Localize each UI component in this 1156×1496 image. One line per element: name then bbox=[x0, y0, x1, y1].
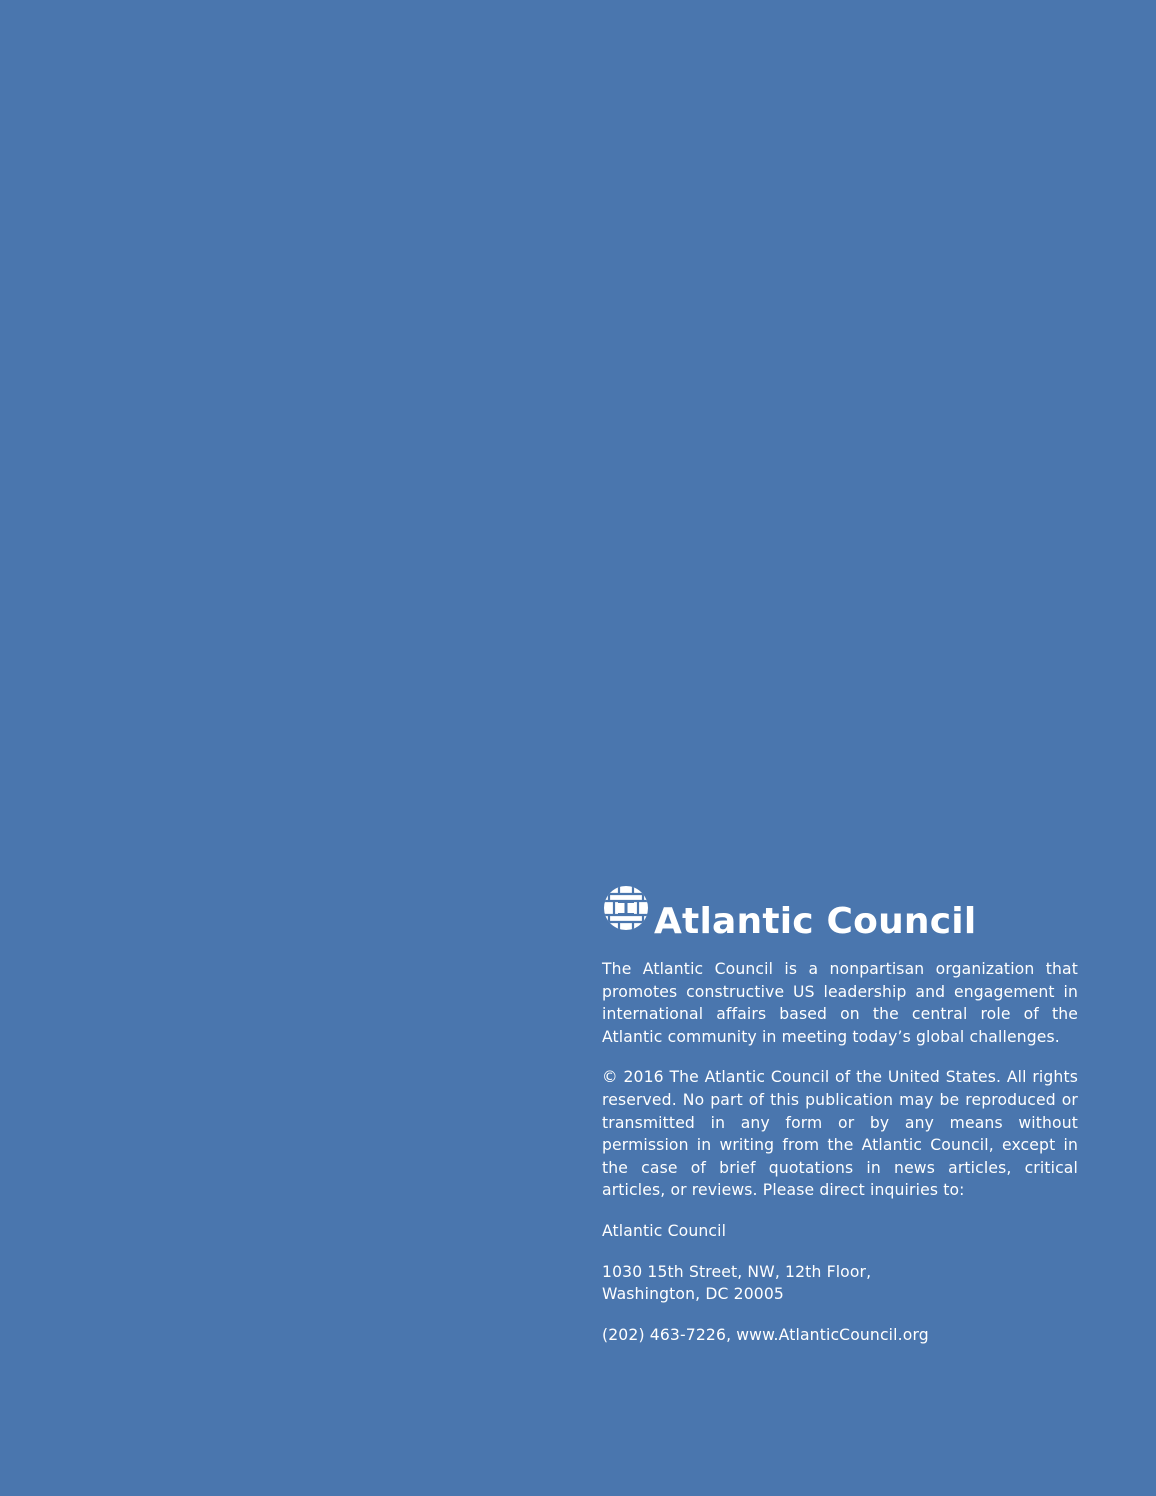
contact-phone-website: (202) 463-7226, www.AtlanticCouncil.org bbox=[602, 1325, 929, 1344]
copyright-notice: © 2016 The Atlantic Council of the United States. All rights reserved. No part of this publication may be reproduced or transmitted in any form or by any means without permission in writing from the Atlantic Council, except in the case of brief quotations in news articles, critical articles, or reviews. Please direct inquiries to: bbox=[602, 1068, 1078, 1200]
organization-info bbox=[602, 882, 1078, 1346]
address-line-1: 1030 15th Street, NW, 12th Floor, bbox=[602, 1262, 872, 1281]
mission-statement: The Atlantic Council is a nonpartisan organization that promotes constructive US leadership and engagement in international affairs based on the central role of the Atlantic community in meeting today’s global challenges. bbox=[602, 960, 1078, 1046]
address-line-2: Washington, DC 20005 bbox=[602, 1285, 785, 1304]
atlantic-council-logo bbox=[602, 882, 1078, 946]
contact-name: Atlantic Council bbox=[602, 1221, 727, 1240]
globe-icon bbox=[602, 884, 650, 932]
logo-wordmark: Atlantic Council bbox=[654, 901, 977, 942]
contact-address bbox=[602, 1261, 1078, 1306]
